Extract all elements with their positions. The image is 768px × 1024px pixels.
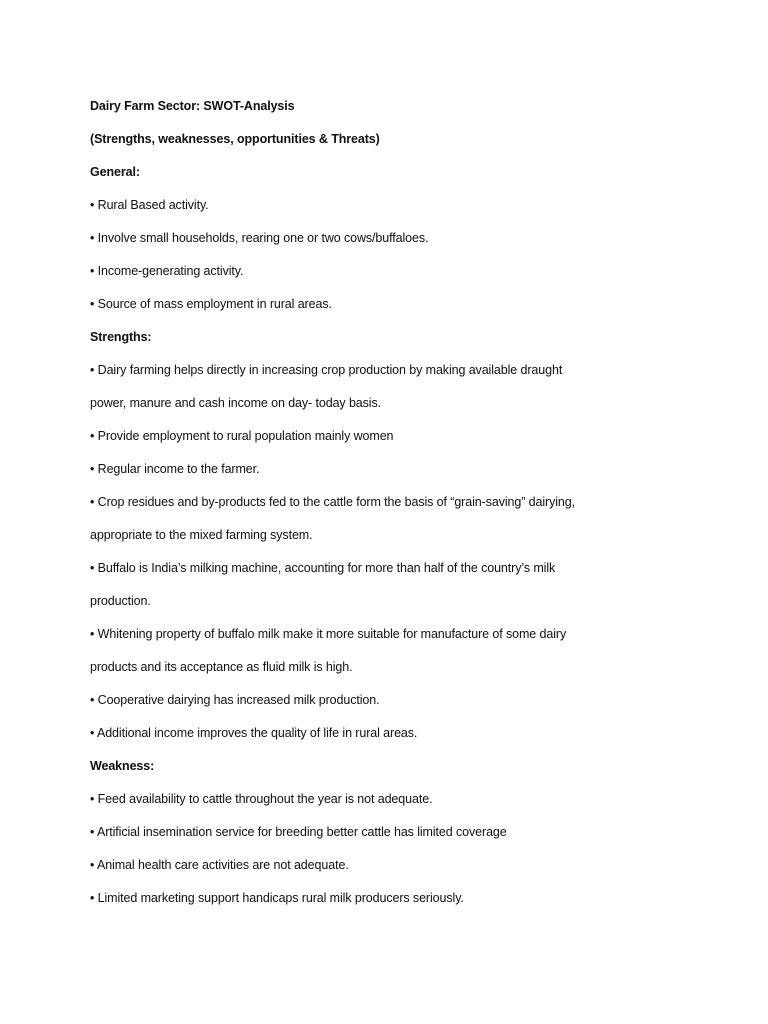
- document-subtitle: (Strengths, weaknesses, opportunities & Threats): [90, 132, 380, 146]
- weakness-line: • Animal health care activities are not adequate.: [90, 858, 349, 872]
- strengths-line: • Crop residues and by-products fed to the cattle form the basis of “grain-saving” dairying,: [90, 495, 576, 509]
- strengths-line: • Additional income improves the quality of life in rural areas.: [90, 726, 418, 740]
- section-heading-weakness: Weakness:: [90, 759, 155, 773]
- general-line: • Source of mass employment in rural areas.: [90, 297, 332, 311]
- general-line: • Rural Based activity.: [90, 198, 209, 212]
- document-body: [90, 90, 650, 915]
- strengths-line: • Dairy farming helps directly in increasing crop production by making available draught: [90, 363, 563, 377]
- strengths-line: • Provide employment to rural population mainly women: [90, 429, 394, 443]
- section-heading-general: General:: [90, 165, 140, 179]
- strengths-line: power, manure and cash income on day- today basis.: [90, 396, 382, 410]
- weakness-line: • Feed availability to cattle throughout the year is not adequate.: [90, 792, 433, 806]
- strengths-line: • Buffalo is India’s milking machine, accounting for more than half of the country’s milk: [90, 561, 556, 575]
- strengths-line: products and its acceptance as fluid milk is high.: [90, 660, 353, 674]
- strengths-line: • Cooperative dairying has increased milk production.: [90, 693, 380, 707]
- general-line: • Income-generating activity.: [90, 264, 244, 278]
- general-line: • Involve small households, rearing one or two cows/buffaloes.: [90, 231, 429, 245]
- document-title: Dairy Farm Sector: SWOT-Analysis: [90, 99, 295, 113]
- weakness-line: • Artificial insemination service for breeding better cattle has limited coverage: [90, 825, 507, 839]
- strengths-line: appropriate to the mixed farming system.: [90, 528, 313, 542]
- weakness-line: • Limited marketing support handicaps rural milk producers seriously.: [90, 891, 464, 905]
- strengths-line: production.: [90, 594, 151, 608]
- strengths-line: • Regular income to the farmer.: [90, 462, 260, 476]
- section-heading-strengths: Strengths:: [90, 330, 152, 344]
- strengths-line: • Whitening property of buffalo milk make it more suitable for manufacture of some dairy: [90, 627, 567, 641]
